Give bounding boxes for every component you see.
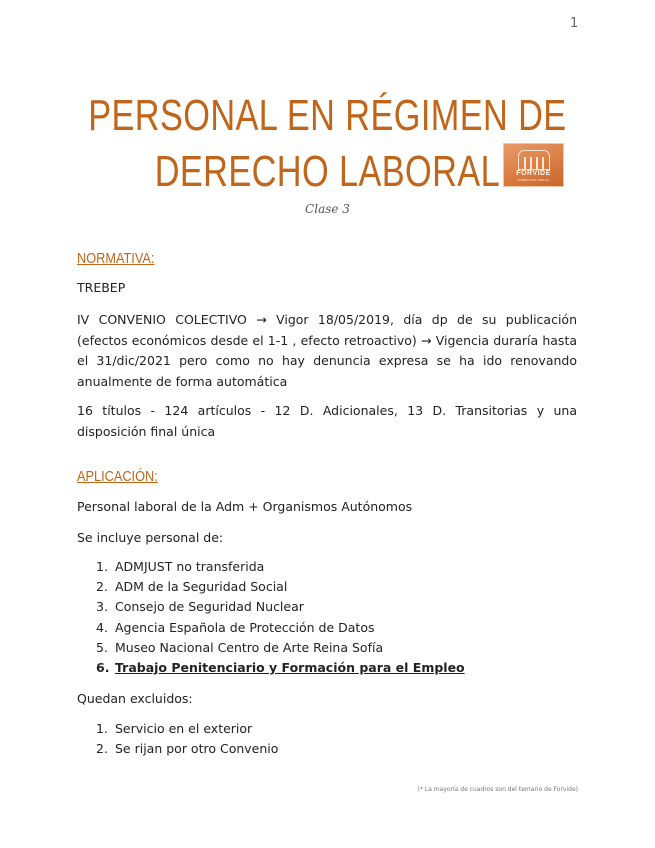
forvide-logo: [503, 143, 564, 187]
title-line-2: DERECHO LABORAL: [154, 147, 501, 196]
included-list: [96, 557, 576, 678]
list-item: 5. Museo Nacional Centro de Arte Reina Sofía: [96, 639, 384, 655]
excluded-list: [96, 719, 576, 759]
title-line-1: PERSONAL EN RÉGIMEN DE: [88, 91, 567, 140]
list-item: 1. Servicio en el exterior: [96, 721, 253, 736]
normativa-trebep: TREBEP: [77, 280, 126, 295]
list-item: 4. Agencia Española de Protección de Datos: [96, 619, 375, 635]
footnote: (* La mayoría de cuadros son del temario de Forvide): [417, 786, 578, 793]
list-item: 3. Consejo de Seguridad Nuclear: [96, 599, 304, 615]
list-item: 1. ADMJUST no transferida: [96, 559, 265, 574]
aplicacion-personal: Personal laboral de la Adm + Organismos Autónomos: [77, 499, 413, 514]
aplicacion-heading: APLICACIÓN:: [77, 468, 158, 485]
normativa-estructura: 16 títulos - 124 artículos - 12 D. Adicionales, 13 D. Transitorias y una disposición final única: [77, 403, 577, 439]
logo-subtext: FORMACIÓN VIRTUAL: [517, 178, 550, 182]
normativa-convenio: IV CONVENIO COLECTIVO → Vigor 18/05/2019, día dp de su publicación (efectos económicos desde el 1-1 , efecto retroactivo) → Vigencia duraría hasta el 31/dic/2021 pero como no hay denuncia expresa se ha ido renovando anualmente de forma automática: [77, 312, 577, 389]
page-number: 1: [570, 16, 579, 31]
subtitle: Clase 3: [305, 202, 350, 216]
building-icon: [518, 150, 550, 170]
logo-text: FORVIDE: [516, 170, 551, 177]
list-item-highlighted: 6. Trabajo Penitenciario y Formación para el Empleo: [96, 660, 465, 676]
list-item: 2. ADM de la Seguridad Social: [96, 579, 288, 595]
aplicacion-incluye: Se incluye personal de:: [77, 530, 224, 545]
aplicacion-excluidos: Quedan excluidos:: [77, 691, 193, 706]
list-item: 2. Se rijan por otro Convenio: [96, 741, 279, 757]
normativa-heading: NORMATIVA:: [77, 250, 155, 267]
